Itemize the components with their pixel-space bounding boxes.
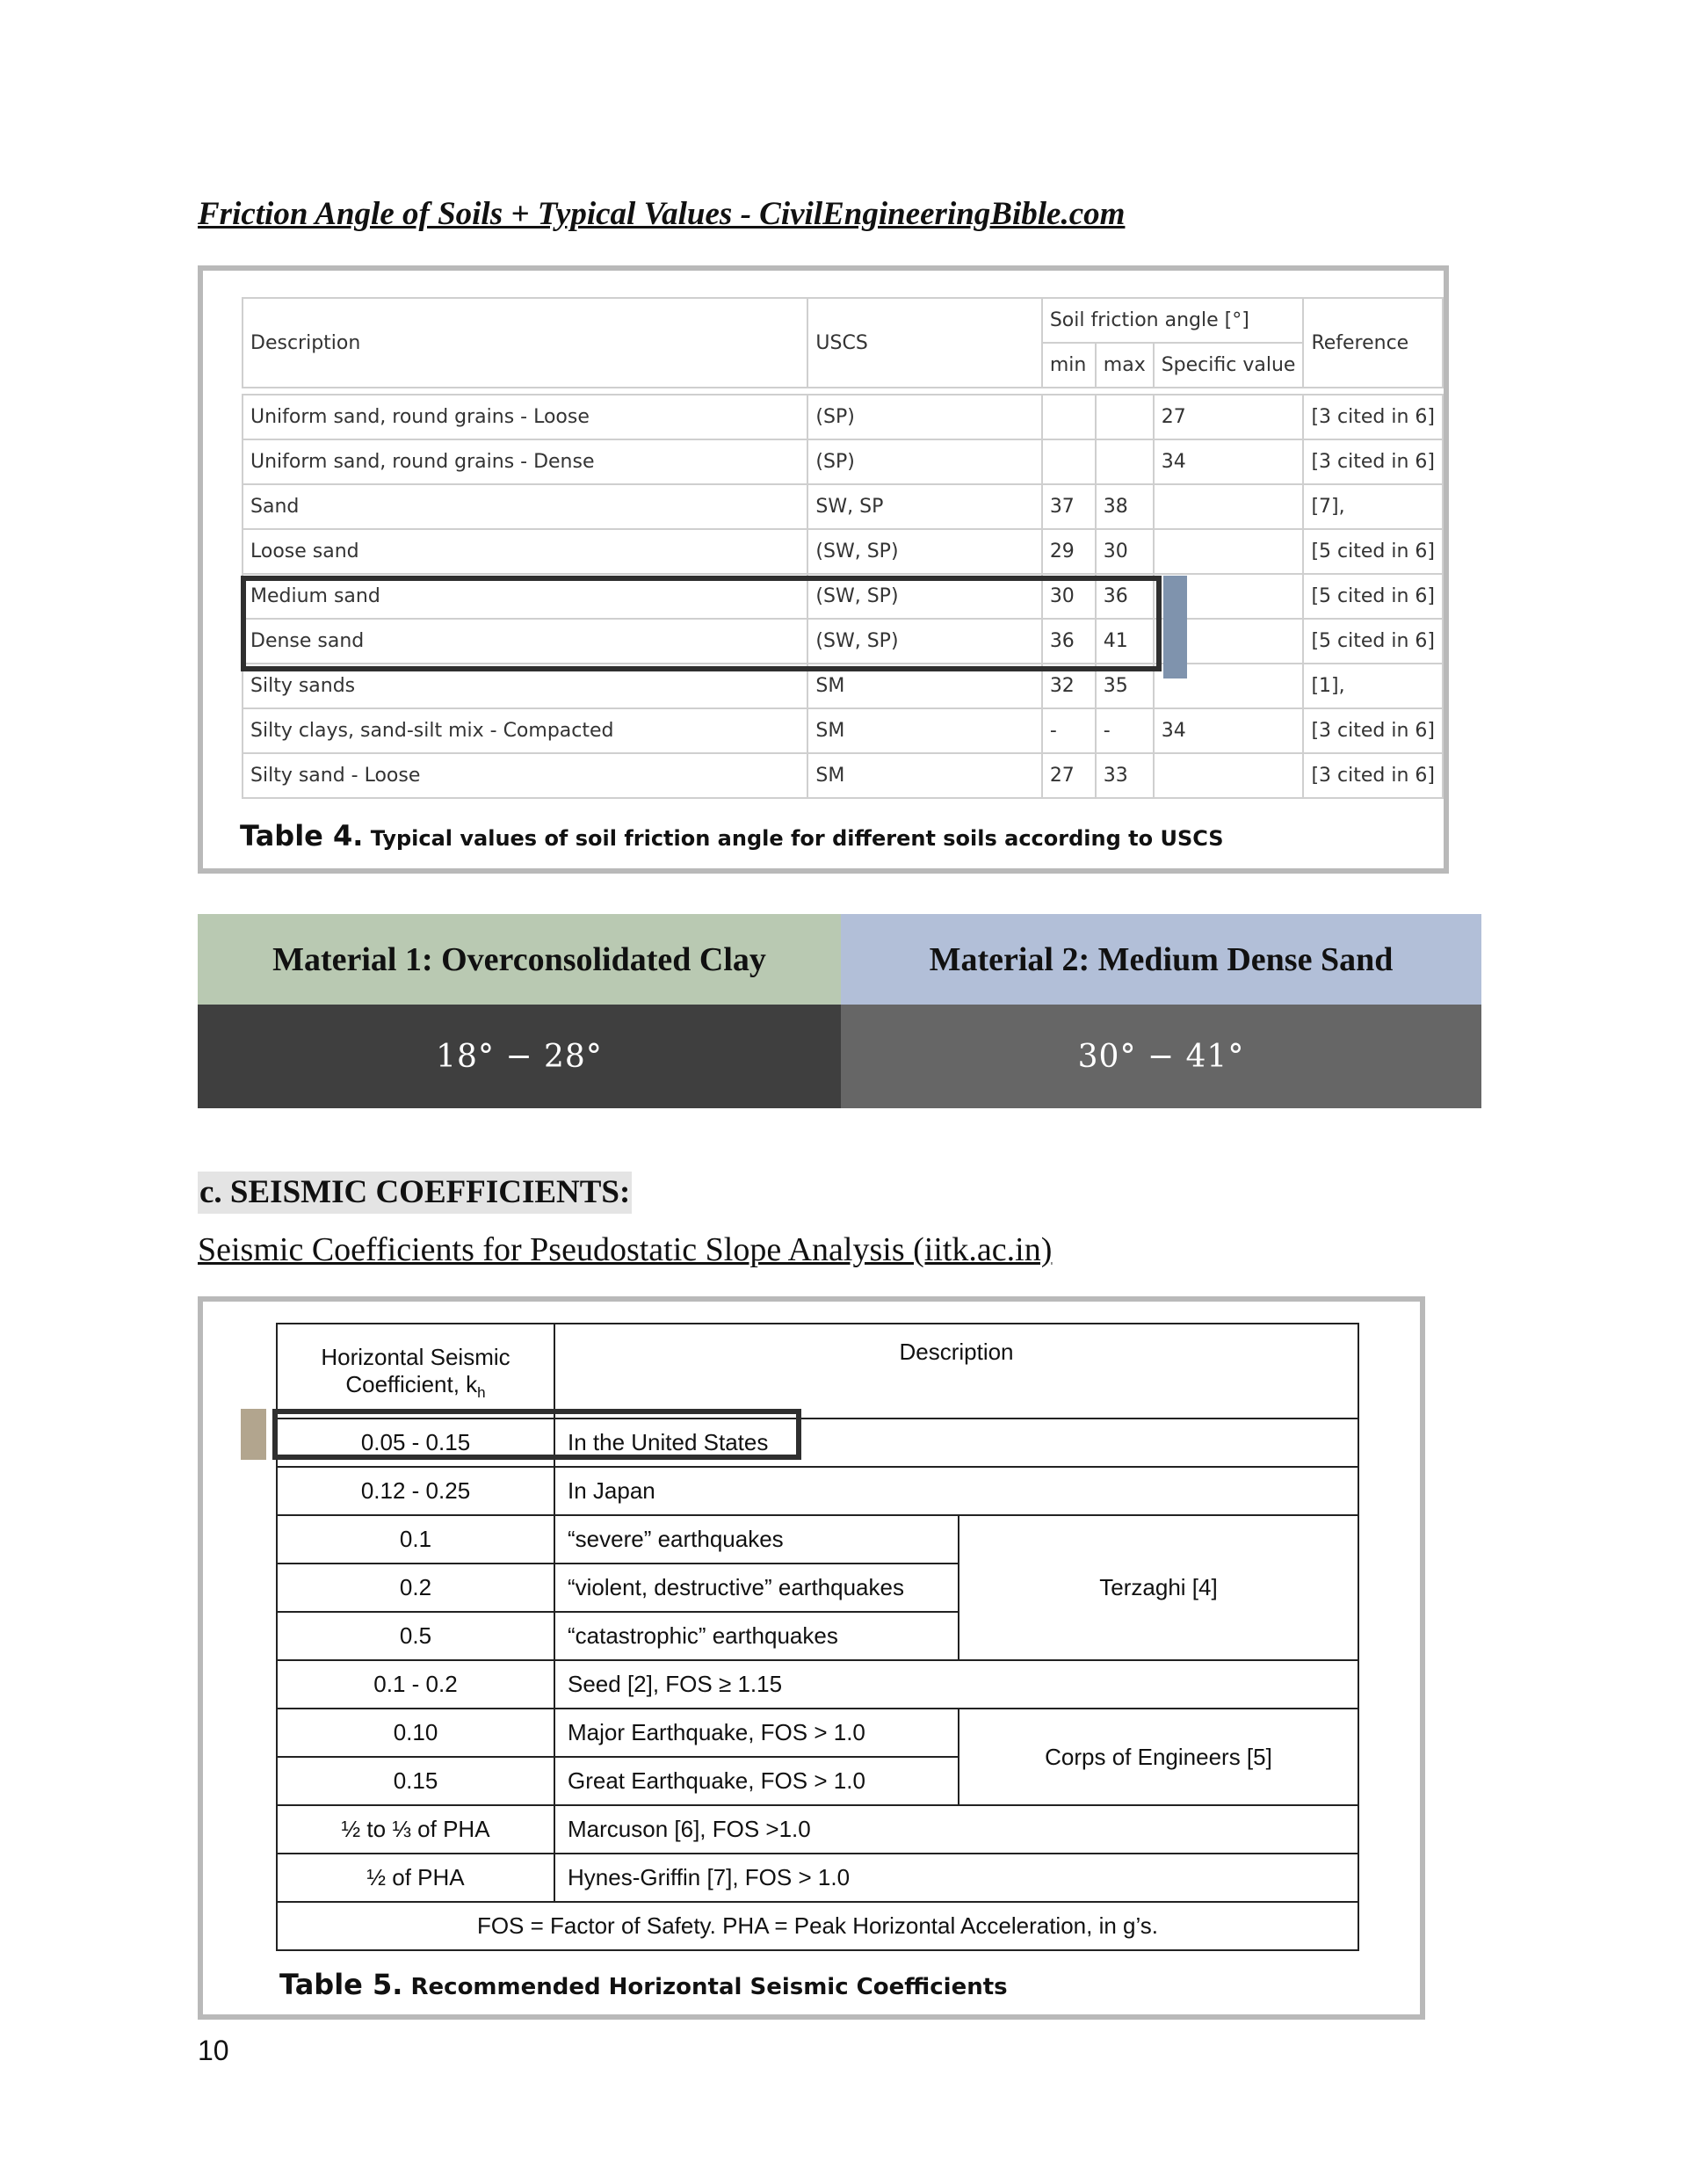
cell-coefficient: 0.10 bbox=[277, 1709, 554, 1757]
table-row bbox=[277, 1709, 1358, 1757]
material-1-title: Material 1: Overconsolidated Clay bbox=[198, 914, 841, 1005]
cell-uscs: SM bbox=[807, 708, 1041, 753]
cell-max: 35 bbox=[1096, 664, 1154, 708]
header-coefficient bbox=[277, 1324, 554, 1419]
header-reference: Reference bbox=[1303, 298, 1443, 388]
table-row bbox=[243, 708, 1443, 753]
cell-uscs: (SP) bbox=[807, 439, 1041, 484]
table-row bbox=[277, 1467, 1358, 1515]
cell-specific: 27 bbox=[1154, 395, 1304, 439]
table-row bbox=[243, 619, 1443, 664]
cell-description: Loose sand bbox=[243, 529, 807, 574]
cell-max: 33 bbox=[1096, 753, 1154, 798]
cell-uscs: SM bbox=[807, 664, 1041, 708]
cell-description: “catastrophic” earthquakes bbox=[554, 1612, 959, 1660]
cell-source-corps: Corps of Engineers [5] bbox=[959, 1709, 1358, 1805]
page-number: 10 bbox=[198, 2035, 229, 2066]
friction-angle-link[interactable]: Friction Angle of Soils + Typical Values - CivilEngineeringBible.com bbox=[198, 196, 1126, 232]
cell-description: Great Earthquake, FOS > 1.0 bbox=[554, 1757, 959, 1805]
cell-min: 37 bbox=[1042, 484, 1096, 529]
cell-reference: [3 cited in 6] bbox=[1303, 439, 1443, 484]
cell-max bbox=[1096, 395, 1154, 439]
highlight-marker bbox=[1163, 576, 1187, 678]
table-row bbox=[277, 1419, 1358, 1467]
soil-friction-table bbox=[242, 297, 1444, 799]
seismic-coefficient-table bbox=[276, 1323, 1359, 1951]
seismic-coefficients-link[interactable]: Seismic Coefficients for Pseudostatic Slope Analysis (iitk.ac.in) bbox=[198, 1231, 1053, 1268]
cell-min: - bbox=[1042, 708, 1096, 753]
cell-reference: [7], bbox=[1303, 484, 1443, 529]
cell-coefficient: 0.15 bbox=[277, 1757, 554, 1805]
cell-uscs: (SW, SP) bbox=[807, 529, 1041, 574]
cell-uscs: SW, SP bbox=[807, 484, 1041, 529]
caption-text: Recommended Horizontal Seismic Coefficients bbox=[410, 1974, 1008, 2000]
table4-caption bbox=[240, 819, 1224, 853]
cell-min bbox=[1042, 395, 1096, 439]
cell-coefficient: 0.12 - 0.25 bbox=[277, 1467, 554, 1515]
cell-description: Silty sand - Loose bbox=[243, 753, 807, 798]
cell-reference: [3 cited in 6] bbox=[1303, 753, 1443, 798]
cell-specific bbox=[1154, 529, 1304, 574]
cell-description: In the United States bbox=[554, 1419, 1358, 1467]
table5-figure bbox=[198, 1296, 1425, 2020]
table-row bbox=[243, 753, 1443, 798]
header-coefficient-line2: Coefficient, k bbox=[345, 1371, 478, 1397]
material-2-range: 30° − 41° bbox=[841, 1005, 1481, 1108]
cell-max: 30 bbox=[1096, 529, 1154, 574]
table-row bbox=[243, 439, 1443, 484]
cell-max: 36 bbox=[1096, 574, 1154, 619]
cell-description: Major Earthquake, FOS > 1.0 bbox=[554, 1709, 959, 1757]
cell-min: 32 bbox=[1042, 664, 1096, 708]
header-specific: Specific value bbox=[1154, 343, 1304, 388]
cell-coefficient: ½ of PHA bbox=[277, 1854, 554, 1902]
cell-description: In Japan bbox=[554, 1467, 1358, 1515]
cell-description: Sand bbox=[243, 484, 807, 529]
cell-description: Silty sands bbox=[243, 664, 807, 708]
table-row bbox=[277, 1515, 1358, 1564]
cell-uscs: (SW, SP) bbox=[807, 574, 1041, 619]
cell-description: “severe” earthquakes bbox=[554, 1515, 959, 1564]
cell-uscs: SM bbox=[807, 753, 1041, 798]
cell-min: 36 bbox=[1042, 619, 1096, 664]
table-row bbox=[243, 574, 1443, 619]
cell-description: Uniform sand, round grains - Dense bbox=[243, 439, 807, 484]
cell-uscs: (SW, SP) bbox=[807, 619, 1041, 664]
cell-coefficient: 0.2 bbox=[277, 1564, 554, 1612]
cell-coefficient: ½ to ⅓ of PHA bbox=[277, 1805, 554, 1854]
cell-reference: [5 cited in 6] bbox=[1303, 529, 1443, 574]
cell-description: Hynes-Griffin [7], FOS > 1.0 bbox=[554, 1854, 1358, 1902]
section-heading: c. SEISMIC COEFFICIENTS: bbox=[198, 1172, 632, 1214]
header-coefficient-line1: Horizontal Seismic bbox=[321, 1344, 510, 1370]
caption-label: Table 4. bbox=[240, 819, 364, 853]
cell-uscs: (SP) bbox=[807, 395, 1041, 439]
cell-min: 27 bbox=[1042, 753, 1096, 798]
table-header-row bbox=[277, 1324, 1358, 1419]
cell-specific: 34 bbox=[1154, 708, 1304, 753]
header-uscs: USCS bbox=[807, 298, 1041, 388]
cell-source-terzaghi: Terzaghi [4] bbox=[959, 1515, 1358, 1660]
table-row bbox=[277, 1660, 1358, 1709]
table5-caption bbox=[279, 1968, 1008, 2001]
header-max: max bbox=[1096, 343, 1154, 388]
cell-description: Seed [2], FOS ≥ 1.15 bbox=[554, 1660, 1358, 1709]
cell-description: “violent, destructive” earthquakes bbox=[554, 1564, 959, 1612]
material-1-range: 18° − 28° bbox=[198, 1005, 841, 1108]
caption-text: Typical values of soil friction angle for different soils according to USCS bbox=[370, 826, 1224, 851]
cell-reference: [3 cited in 6] bbox=[1303, 708, 1443, 753]
cell-reference: [1], bbox=[1303, 664, 1443, 708]
cell-coefficient: 0.1 bbox=[277, 1515, 554, 1564]
header-description: Description bbox=[554, 1324, 1358, 1419]
cell-description: Marcuson [6], FOS >1.0 bbox=[554, 1805, 1358, 1854]
cell-specific bbox=[1154, 484, 1304, 529]
cell-min: 30 bbox=[1042, 574, 1096, 619]
header-description: Description bbox=[243, 298, 807, 388]
cell-max: 41 bbox=[1096, 619, 1154, 664]
material-1-card bbox=[198, 914, 841, 1108]
table-row bbox=[243, 664, 1443, 708]
table-row bbox=[243, 484, 1443, 529]
header-separator bbox=[243, 388, 1443, 395]
table4-figure bbox=[198, 265, 1449, 874]
cell-max: - bbox=[1096, 708, 1154, 753]
cell-specific: 34 bbox=[1154, 439, 1304, 484]
table-header-row bbox=[243, 298, 1443, 343]
cell-coefficient: 0.1 - 0.2 bbox=[277, 1660, 554, 1709]
table-row bbox=[243, 529, 1443, 574]
table-footer-row bbox=[277, 1902, 1358, 1950]
cell-specific bbox=[1154, 753, 1304, 798]
table-row bbox=[277, 1805, 1358, 1854]
table-row bbox=[277, 1854, 1358, 1902]
cell-reference: [5 cited in 6] bbox=[1303, 574, 1443, 619]
table-footnote: FOS = Factor of Safety. PHA = Peak Horizontal Acceleration, in g’s. bbox=[277, 1902, 1358, 1950]
cell-description: Silty clays, sand-silt mix - Compacted bbox=[243, 708, 807, 753]
cell-min bbox=[1042, 439, 1096, 484]
cell-coefficient: 0.5 bbox=[277, 1612, 554, 1660]
cell-max bbox=[1096, 439, 1154, 484]
cell-coefficient: 0.05 - 0.15 bbox=[277, 1419, 554, 1467]
header-coefficient-sub: h bbox=[477, 1384, 486, 1401]
cell-description: Uniform sand, round grains - Loose bbox=[243, 395, 807, 439]
caption-label: Table 5. bbox=[279, 1968, 403, 2001]
highlight-marker bbox=[241, 1409, 266, 1460]
cell-description: Medium sand bbox=[243, 574, 807, 619]
header-friction-angle: Soil friction angle [°] bbox=[1042, 298, 1304, 343]
cell-description: Dense sand bbox=[243, 619, 807, 664]
cell-reference: [5 cited in 6] bbox=[1303, 619, 1443, 664]
material-2-card bbox=[841, 914, 1481, 1108]
cell-max: 38 bbox=[1096, 484, 1154, 529]
header-min: min bbox=[1042, 343, 1096, 388]
material-2-title: Material 2: Medium Dense Sand bbox=[841, 914, 1481, 1005]
cell-min: 29 bbox=[1042, 529, 1096, 574]
table-row bbox=[243, 395, 1443, 439]
cell-reference: [3 cited in 6] bbox=[1303, 395, 1443, 439]
